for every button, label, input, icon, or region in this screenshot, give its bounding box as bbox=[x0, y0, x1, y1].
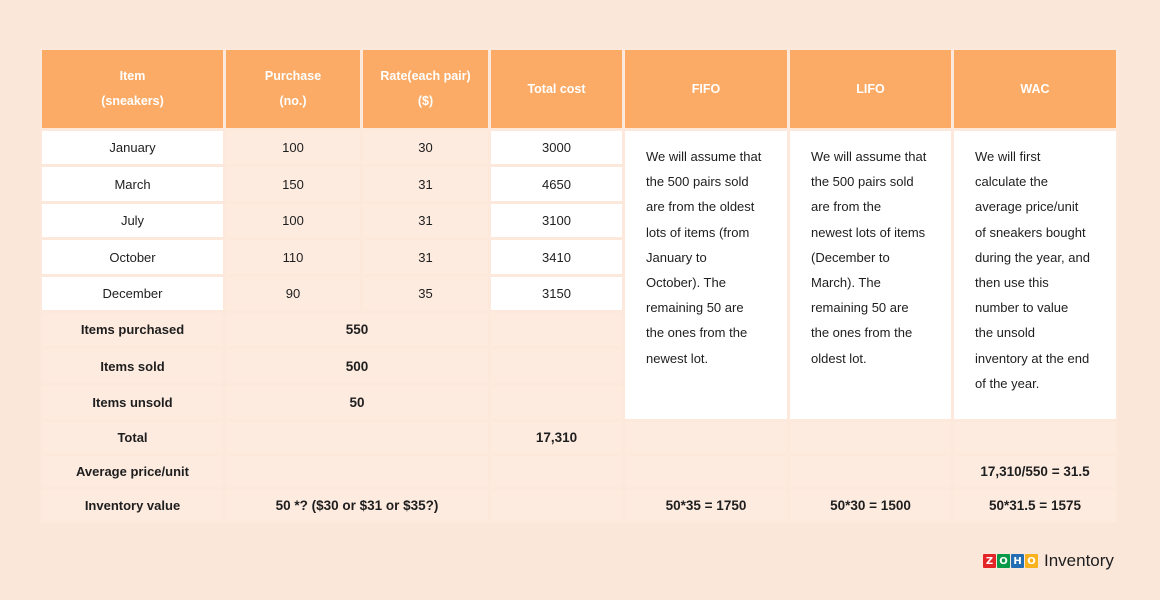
header-fifo: FIFO bbox=[625, 50, 787, 128]
items-sold-label: Items sold bbox=[42, 349, 223, 383]
fifo-description: We will assume that the 500 pairs sold are from the oldest lots of items (from January to October). The remaining 50 are the ones from the newest lot. bbox=[625, 131, 787, 419]
header-wac: WAC bbox=[954, 50, 1116, 128]
table-row-total: 3410 bbox=[491, 240, 622, 274]
table-row-month: March bbox=[42, 167, 223, 201]
empty-cell bbox=[625, 422, 787, 453]
inventory-value-formula: 50 *? ($30 or $31 or $35?) bbox=[226, 490, 488, 521]
table-row-total: 3100 bbox=[491, 204, 622, 237]
items-unsold-value: 50 bbox=[226, 386, 488, 419]
table-row-rate: 31 bbox=[363, 204, 488, 237]
items-sold-value: 500 bbox=[226, 349, 488, 383]
header-purchase: Purchase (no.) bbox=[226, 50, 360, 128]
zoho-logo-letter: O bbox=[997, 554, 1010, 568]
inventory-value-fifo: 50*35 = 1750 bbox=[625, 490, 787, 521]
inventory-value-label: Inventory value bbox=[42, 490, 223, 521]
table-row-rate: 31 bbox=[363, 240, 488, 274]
table-row-month: December bbox=[42, 277, 223, 310]
inventory-value-wac: 50*31.5 = 1575 bbox=[954, 490, 1116, 521]
table-row-month: January bbox=[42, 131, 223, 164]
header-item: Item (sneakers) bbox=[42, 50, 223, 128]
brand-product-name: Inventory bbox=[1044, 551, 1114, 570]
empty-cell bbox=[491, 490, 622, 521]
total-value: 17,310 bbox=[491, 422, 622, 453]
header-total-cost: Total cost bbox=[491, 50, 622, 128]
avg-price-label: Average price/unit bbox=[42, 456, 223, 487]
table-row-month: October bbox=[42, 240, 223, 274]
empty-cell bbox=[954, 422, 1116, 453]
empty-cell bbox=[491, 313, 622, 346]
avg-price-wac: 17,310/550 = 31.5 bbox=[954, 456, 1116, 487]
total-label: Total bbox=[42, 422, 223, 453]
inventory-valuation-table bbox=[40, 48, 1118, 523]
table-row-purchase: 90 bbox=[226, 277, 360, 310]
zoho-logo-letter: H bbox=[1011, 554, 1024, 568]
zoho-inventory-logo bbox=[983, 551, 1114, 571]
zoho-logo-letter: Z bbox=[983, 554, 996, 568]
items-purchased-value: 550 bbox=[226, 313, 488, 346]
empty-cell bbox=[625, 456, 787, 487]
header-lifo: LIFO bbox=[790, 50, 951, 128]
empty-cell bbox=[491, 349, 622, 383]
table-row-month: July bbox=[42, 204, 223, 237]
table-row-rate: 30 bbox=[363, 131, 488, 164]
empty-cell bbox=[226, 456, 488, 487]
empty-cell bbox=[491, 456, 622, 487]
table-row-total: 3000 bbox=[491, 131, 622, 164]
table-row-rate: 31 bbox=[363, 167, 488, 201]
table-row-total: 3150 bbox=[491, 277, 622, 310]
header-rate: Rate(each pair) ($) bbox=[363, 50, 488, 128]
table-row-rate: 35 bbox=[363, 277, 488, 310]
lifo-description: We will assume that the 500 pairs sold are from the newest lots of items (December to March). The remaining 50 are the ones from the oldest lot. bbox=[790, 131, 951, 419]
empty-cell bbox=[226, 422, 488, 453]
table-row-purchase: 110 bbox=[226, 240, 360, 274]
items-unsold-label: Items unsold bbox=[42, 386, 223, 419]
table-row-purchase: 150 bbox=[226, 167, 360, 201]
table-row-purchase: 100 bbox=[226, 131, 360, 164]
zoho-logo-letter: O bbox=[1025, 554, 1038, 568]
inventory-value-lifo: 50*30 = 1500 bbox=[790, 490, 951, 521]
items-purchased-label: Items purchased bbox=[42, 313, 223, 346]
empty-cell bbox=[790, 422, 951, 453]
table-row-total: 4650 bbox=[491, 167, 622, 201]
wac-description: We will first calculate the average price/unit of sneakers bought during the year, and then use this number to value the unsold inventory at the end of the year. bbox=[954, 131, 1116, 419]
table-row-purchase: 100 bbox=[226, 204, 360, 237]
empty-cell bbox=[790, 456, 951, 487]
empty-cell bbox=[491, 386, 622, 419]
